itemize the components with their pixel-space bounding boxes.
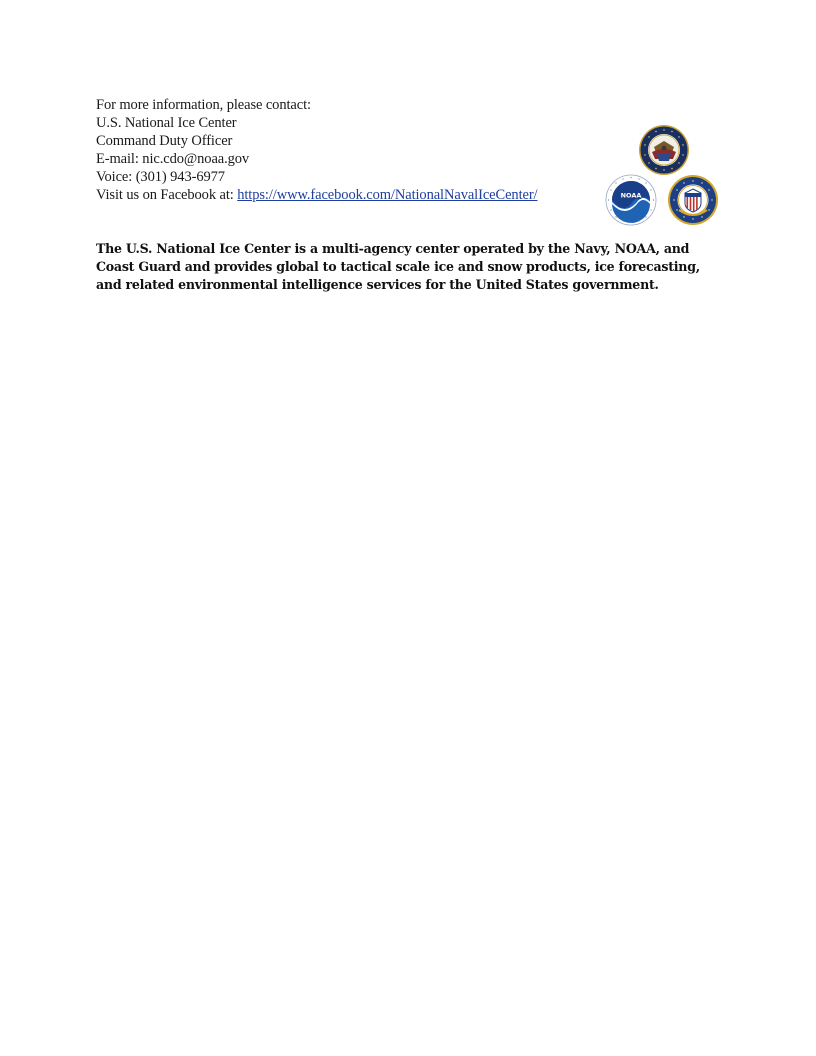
contact-heading: For more information, please contact: bbox=[96, 97, 311, 113]
navy-seal-icon bbox=[639, 125, 689, 175]
contact-email: E-mail: nic.cdo@noaa.gov bbox=[96, 151, 250, 167]
uscg-seal-icon bbox=[668, 175, 718, 225]
contact-facebook bbox=[96, 186, 596, 204]
contact-voice: Voice: (301) 943-6977 bbox=[96, 169, 225, 185]
contact-organization: U.S. National Ice Center bbox=[96, 115, 237, 131]
facebook-prefix: Visit us on Facebook at: bbox=[96, 187, 238, 203]
contact-role: Command Duty Officer bbox=[96, 133, 233, 149]
noaa-seal-icon bbox=[606, 175, 656, 225]
facebook-link[interactable]: https://www.facebook.com/NationalNavalIceCenter/ bbox=[237, 187, 538, 203]
agency-seals bbox=[604, 122, 722, 228]
contact-info bbox=[96, 96, 596, 204]
about-paragraph: The U.S. National Ice Center is a multi-agency center operated by the Navy, NOAA, and Coast Guard and provides global to tactical scale ice and snow products, ice forecasting, and related environmental intelligence services for the United States government. bbox=[96, 241, 700, 292]
svg-text:NOAA: NOAA bbox=[620, 191, 642, 200]
